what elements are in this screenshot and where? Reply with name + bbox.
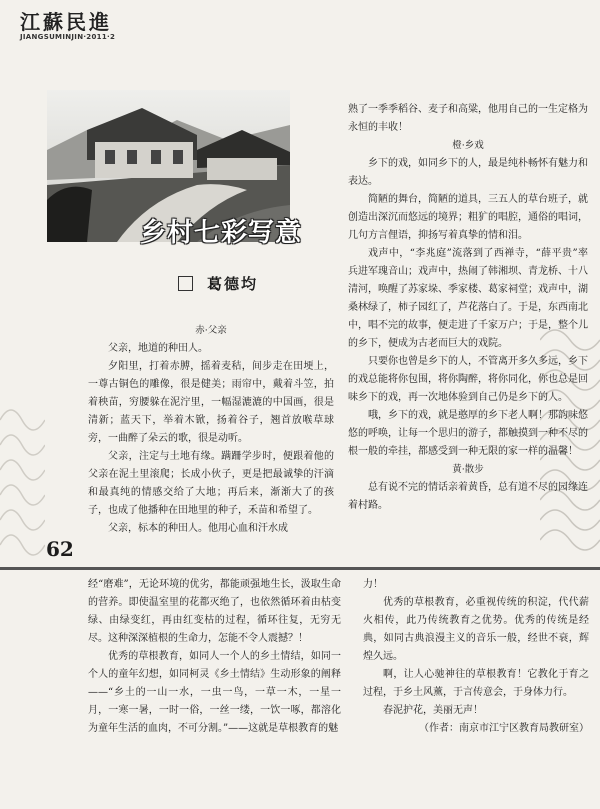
paragraph: 熟了一季季稻谷、麦子和高粱，他用自己的一生定格为永恒的丰收！ [348, 104, 588, 133]
author-box-icon [178, 276, 193, 291]
paragraph: 经“磨难”，无论环境的优劣，都能顽强地生长，汲取生命的营养。即使温室里的花都灭绝了，也依然循环着由枯变绿、由绿变红，再由红变枯的过程，循环往复，无穷无尽。这种深深植根的生命力，怎能不令人震撼？！ [88, 579, 341, 644]
paragraph: 力！ [363, 579, 383, 590]
author-note: （作者：南京市江宁区教育局教研室） [419, 723, 589, 734]
paragraph: 优秀的草根教育，必重视传统的积淀，代代薪火相传，此乃传统教育之优势。优秀的传统是经典，如同古典浪漫主义的音乐一般，经世不衰，辉煌久远。 [363, 597, 589, 662]
wave-pattern-decoration-left [0, 400, 45, 560]
column-bottom-left [88, 576, 341, 738]
paragraph: 春泥护花，美丽无声！ [383, 705, 483, 716]
paragraph: 父亲，地道的种田人。 [108, 343, 208, 354]
article-title: 乡村七彩写意 [140, 218, 303, 248]
paragraph: 只要你也曾是乡下的人，不管离开多久多远，乡下的戏总能将你包围，将你陶醉，将你同化，你也总是回味乡下的戏，再一次地体验到自己仍是乡下的人。 [348, 356, 588, 403]
paragraph: 父亲，标本的种田人。他用心血和汗水成 [108, 523, 288, 534]
section-heading: 橙·乡戏 [452, 140, 484, 151]
paragraph: 啊，让人心驰神往的草根教育！它教化于育之过程，于乡土风薰，于言传意会，于身体力行。 [363, 669, 589, 698]
magazine-title: 江蘇民進 [20, 10, 112, 34]
section-heading: 赤·父亲 [195, 325, 227, 336]
section-heading: 黄·散步 [452, 464, 484, 475]
paragraph: 哦，乡下的戏，就是憨厚的乡下老人啊！那韵味悠悠的呼唤，让每一个思归的游子，都触摸到一种不尽的根一般的牵挂，都感受到一种无限的家一样的温馨！ [348, 410, 588, 457]
article-author: 葛德均 [207, 275, 259, 293]
column-right-top [348, 101, 588, 515]
section-divider [0, 567, 600, 570]
paragraph: 夕阳里，打着赤膊，摇着麦秸，间步走在田埂上，一尊古铜色的雕像，很是健美；雨帘中，戴着斗笠，拍着秧苗，穷腰躲在泥泞里，一幅湿漉漉的中国画，很是清新；蓝天下，举着木锨，扬着谷子，翘首放喉草球旁，一曲醉了朵云的歌，很是动听。 [88, 361, 334, 444]
paragraph: 简陋的舞台，简陋的道具，三五人的草台班子，就创造出深沉而悠远的境界；粗犷的唱腔，通俗的唱词，几句方言俚语，抑扬写着真挚的情和泪。 [348, 194, 588, 241]
paragraph: 戏声中，“李兆庭”流落到了西禅寺，“薛平贵”率兵进军瑰音山；戏声中，热闹了韩湘坝、青龙桥、十八清河，唤醒了苏家垛、季家楼、葛家祠堂；戏声中，湖桑林绿了，柿子园红了，芦花落白了。于是，东西南北中，唱不完的故事，便走进了千家万户；于是，整个儿的乡下，便成为古老而巨大的戏院。 [348, 248, 588, 349]
paragraph: 总有说不完的情话亲着黄昏，总有道不尽的园缘连着村路。 [348, 482, 588, 511]
paragraph: 乡下的戏，如同乡下的人，最是纯朴畅怀有魅力和表达。 [348, 158, 588, 187]
paragraph: 优秀的草根教育，如同人一个人的乡土情结，如同一个人的童年幻想，如同柯灵《乡土情结》生动形象的阐释——“乡土的一山一水，一虫一鸟，一草一木，一星一月，一寒一暑，一时一俗，一丝一缕，一饮一啄，都溶化为童年生活的血肉，不可分割。”——这就是草根教育的魅 [88, 651, 341, 734]
paragraph: 父亲，注定与土地有缘。蹒跚学步时，便跟着他的父亲在泥土里滚爬；长成小伙子，更是把最诚挚的汗滴和最真纯的情感交给了大地；再后来，渐渐大了的孩子，也成了他播种在田地里的种子，禾苗和希望了。 [88, 451, 334, 516]
column-bottom-right [363, 576, 589, 738]
magazine-issue: JIANGSUMINJIN·2011·2 [20, 33, 116, 41]
page-number: 62 [46, 537, 74, 561]
author-line [178, 273, 258, 294]
column-left-top [88, 322, 334, 538]
